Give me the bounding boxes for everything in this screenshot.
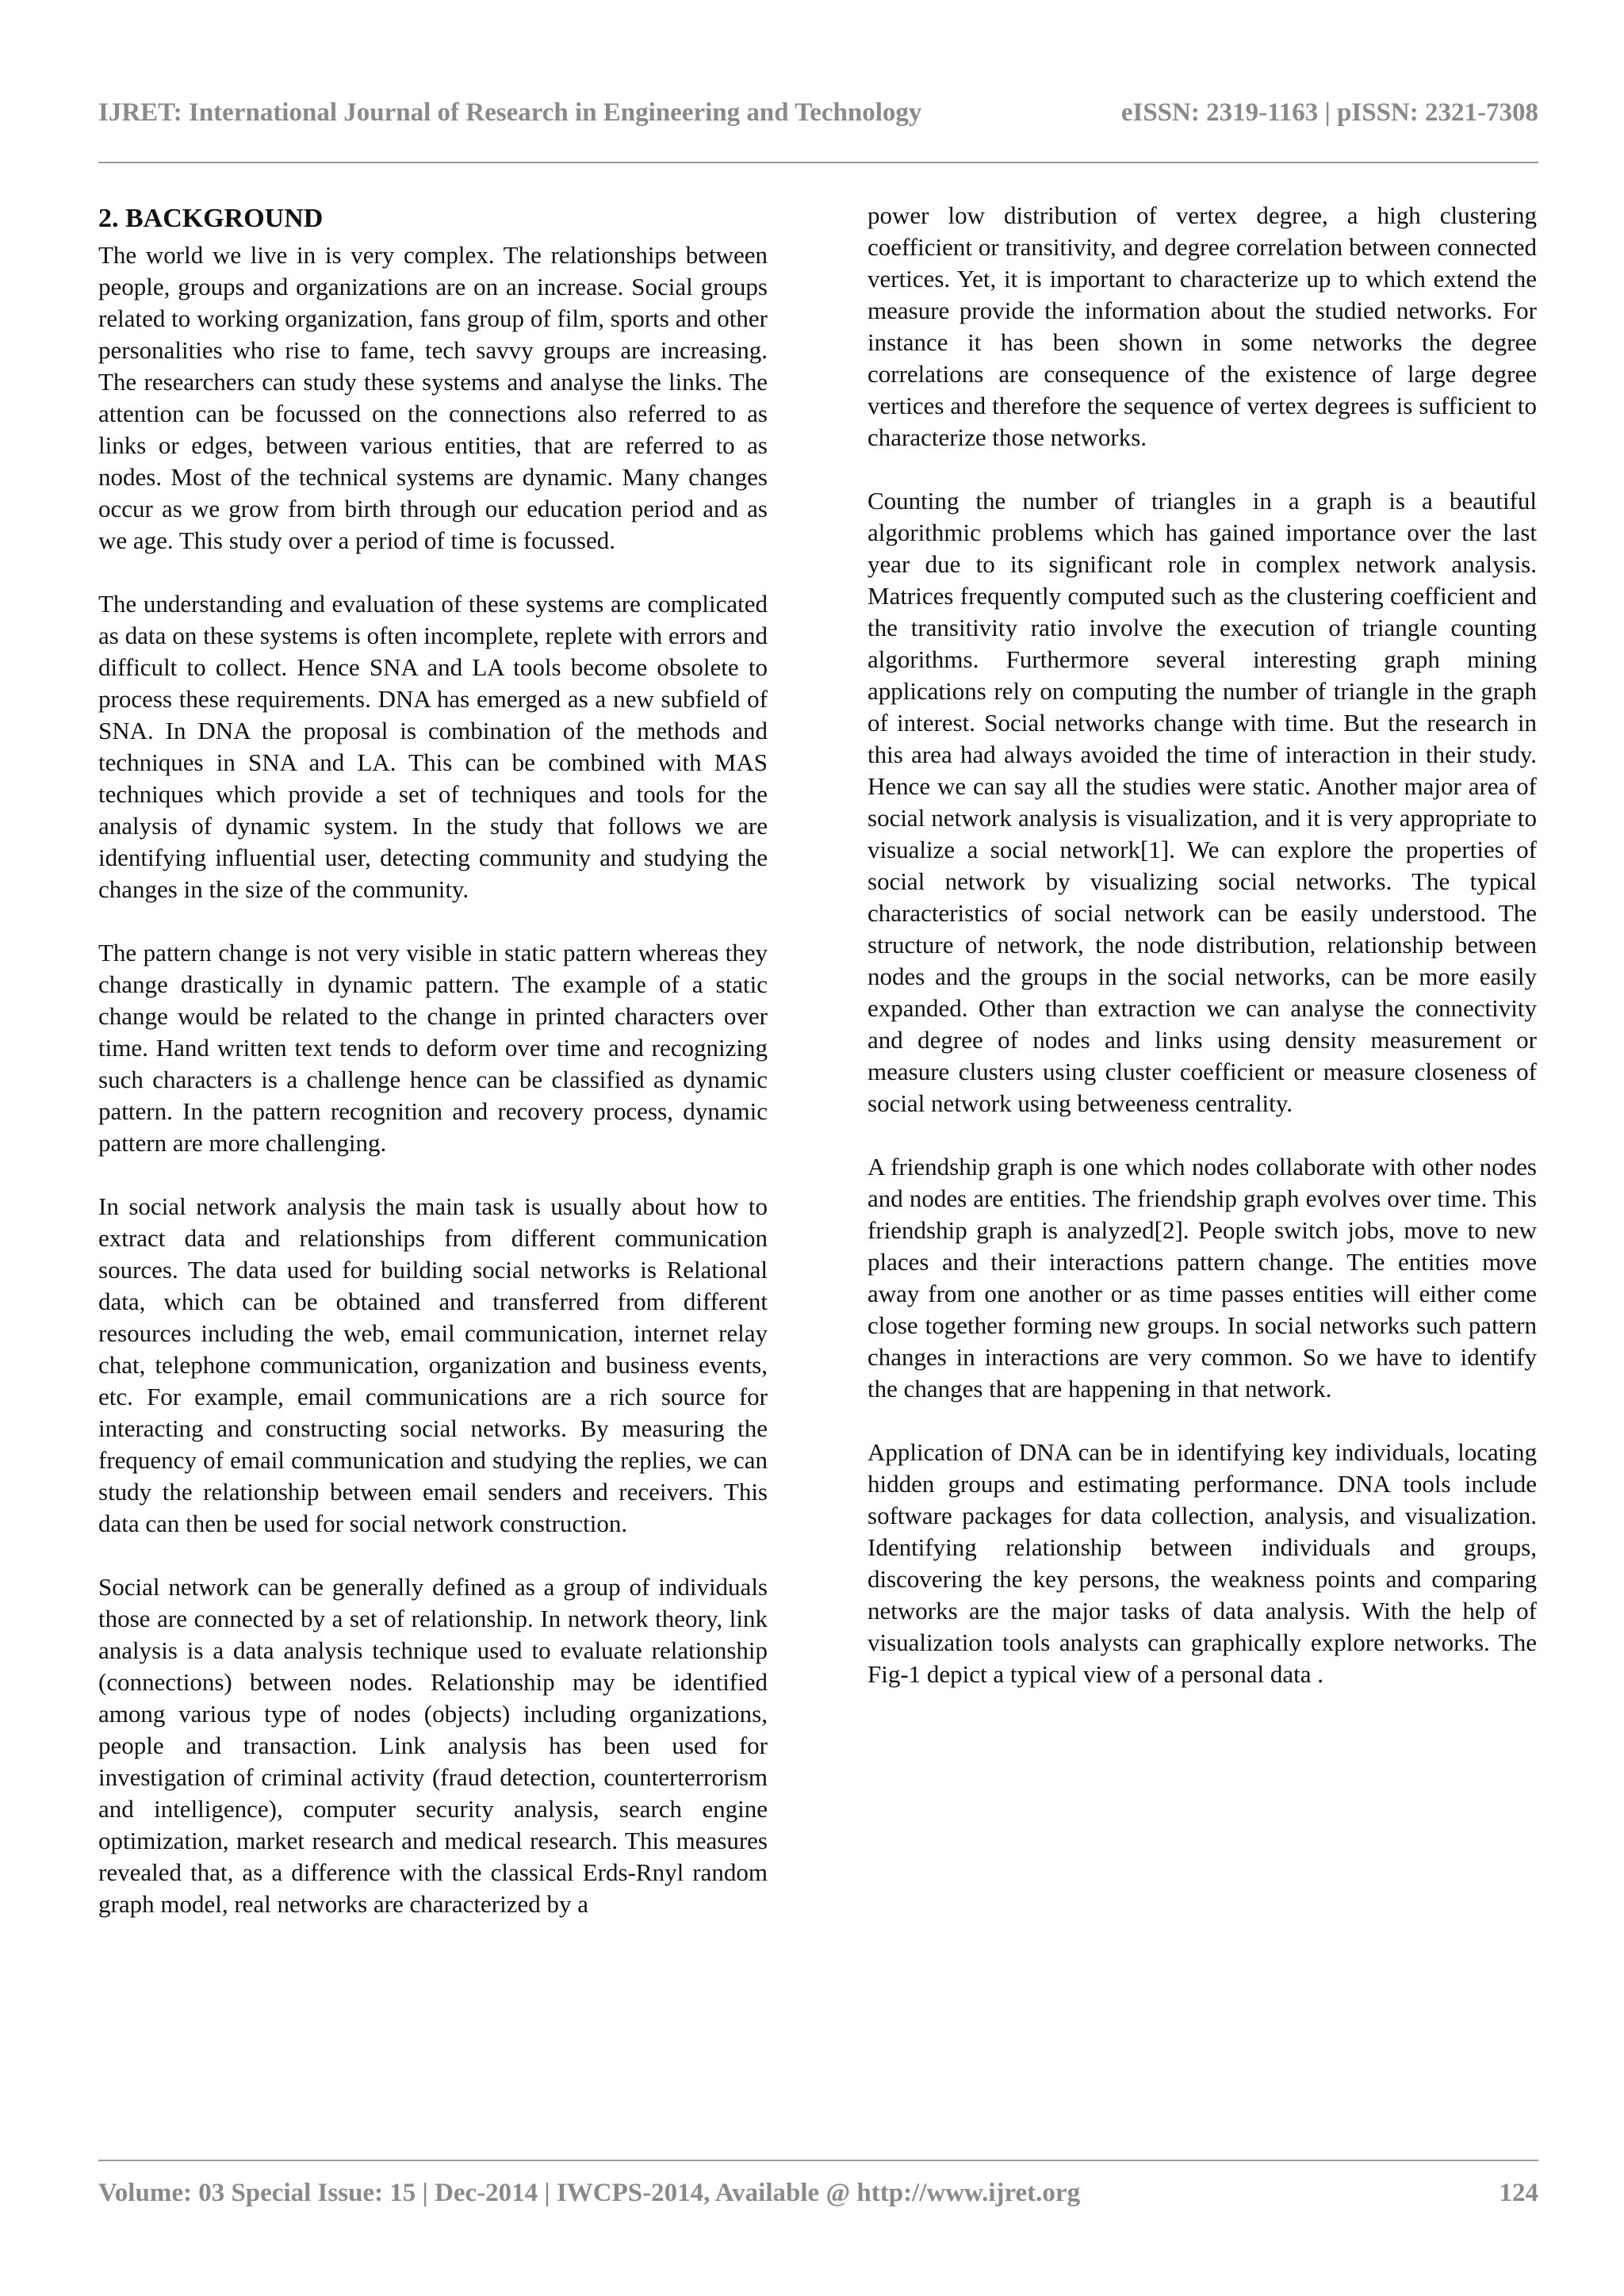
running-header xyxy=(98,98,1538,136)
section-heading: 2. BACKGROUND xyxy=(98,204,324,233)
body-paragraph: power low distribution of vertex degree, a high clustering coefficient or transitivity, and degree correlation between connected vertices. Yet, it is important to characterize up to which extend the measure provide the information about the studied networks. For instance it has been shown in some networks the degree correlations are consequence of the existence of large degree vertices and therefore the sequence of vertex degrees is sufficient to characterize those networks. xyxy=(868,201,1537,451)
body-paragraph: A friendship graph is one which nodes collaborate with other nodes and nodes are entities. The friendship graph evolves over time. This friendship graph is analyzed[2]. People switch jobs, move to new places and their interactions pattern change. The entities move away from one another or as time passes entities will either come close together forming new groups. In social networks such pattern changes in interactions are very common. So we have to identify the changes that are happening in that network. xyxy=(868,1153,1537,1402)
right-column xyxy=(868,200,1537,1690)
body-paragraph: Application of DNA can be in identifying key individuals, locating hidden groups and estimating performance. DNA tools include software packages for data collection, analysis, and visualization. Identifying relationship between individuals and groups, discovering the key persons, the weakness points and comparing networks are the major tasks of data analysis. With the help of visualization tools analysts can graphically explore networks. The Fig-1 depict a typical view of a personal data . xyxy=(868,1438,1537,1688)
header-divider xyxy=(98,162,1538,163)
running-footer xyxy=(98,2179,1538,2217)
body-paragraph: The understanding and evaluation of these systems are complicated as data on these systems is often incomplete, replete with errors and difficult to collect. Hence SNA and LA tools become obsolete to process these requirements. DNA has emerged as a new subfield of SNA. In DNA the proposal is combination of the methods and techniques in SNA and LA. This can be combined with MAS techniques which provide a set of techniques and tools for the analysis of dynamic system. In the study that follows we are identifying influential user, detecting community and studying the changes in the size of the community. xyxy=(98,590,768,903)
footer-divider xyxy=(98,2160,1538,2161)
footer-citation: Volume: 03 Special Issue: 15 | Dec-2014 | IWCPS-2014, Available @ http://www.ijret.org xyxy=(98,2179,1081,2207)
body-paragraph: The pattern change is not very visible in static pattern whereas they change drastically in dynamic pattern. The example of a static change would be related to the change in printed characters over time. Hand written text tends to deform over time and recognizing such characters is a challenge hence can be classified as dynamic pattern. In the pattern recognition and recovery process, dynamic pattern are more challenging. xyxy=(98,939,768,1157)
body-paragraph: The world we live in is very complex. The relationships between people, groups and organizations are on an increase. Social groups related to working organization, fans group of film, sports and other personalities who rise to fame, tech savvy groups are increasing. The researchers can study these systems and analyse the links. The attention can be focussed on the connections also referred to as links or edges, between various entities, that are referred to as nodes. Most of the technical systems are dynamic. Many changes occur as we grow from birth through our education period and as we age. This study over a period of time is focussed. xyxy=(98,241,768,554)
journal-title: IJRET: International Journal of Research in Engineering and Technology xyxy=(98,98,922,127)
body-paragraph: In social network analysis the main task is usually about how to extract data and relationships from different communication sources. The data used for building social networks is Relational data, which can be obtained and transferred from different resources including the web, email communication, internet relay chat, telephone communication, organization and business events, etc. For example, email communications are a rich source for interacting and constructing social networks. By measuring the frequency of email communication and studying the replies, we can study the relationship between email senders and receivers. This data can then be used for social network construction. xyxy=(98,1192,768,1537)
page-number: 124 xyxy=(1499,2179,1538,2207)
issn-label: eISSN: 2319-1163 | pISSN: 2321-7308 xyxy=(1120,98,1538,127)
left-column xyxy=(98,200,768,1920)
body-paragraph: Social network can be generally defined as a group of individuals those are connected by a set of relationship. In network theory, link analysis is a data analysis technique used to evaluate relationship (connections) between nodes. Relationship may be identified among various type of nodes (objects) including organizations, people and transaction. Link analysis has been used for investigation of criminal activity (fraud detection, counterterrorism and intelligence), computer security analysis, search engine optimization, market research and medical research. This measures revealed that, as a difference with the classical Erds-Rnyl random graph model, real networks are characterized by a xyxy=(98,1573,768,1918)
body-paragraph: Counting the number of triangles in a graph is a beautiful algorithmic problems which has gained importance over the last year due to its significant role in complex network analysis. Matrices frequently computed such as the clustering coefficient and the transitivity ratio involve the execution of triangle counting algorithms. Furthermore several interesting graph mining applications rely on computing the number of triangle in the graph of interest. Social networks change with time. But the research in this area had always avoided the time of interaction in their study. Hence we can say all the studies were static. Another major area of social network analysis is visualization, and it is very appropriate to visualize a social network[1]. We can explore the properties of social network by visualizing social networks. The typical characteristics of social network can be easily understood. The structure of network, the node distribution, relationship between nodes and the groups in the social networks, can be more easily expanded. Other than extraction we can analyse the connectivity and degree of nodes and links using density measurement or measure clusters using cluster coefficient or measure closeness of social network using betweeness centrality. xyxy=(868,487,1537,1117)
